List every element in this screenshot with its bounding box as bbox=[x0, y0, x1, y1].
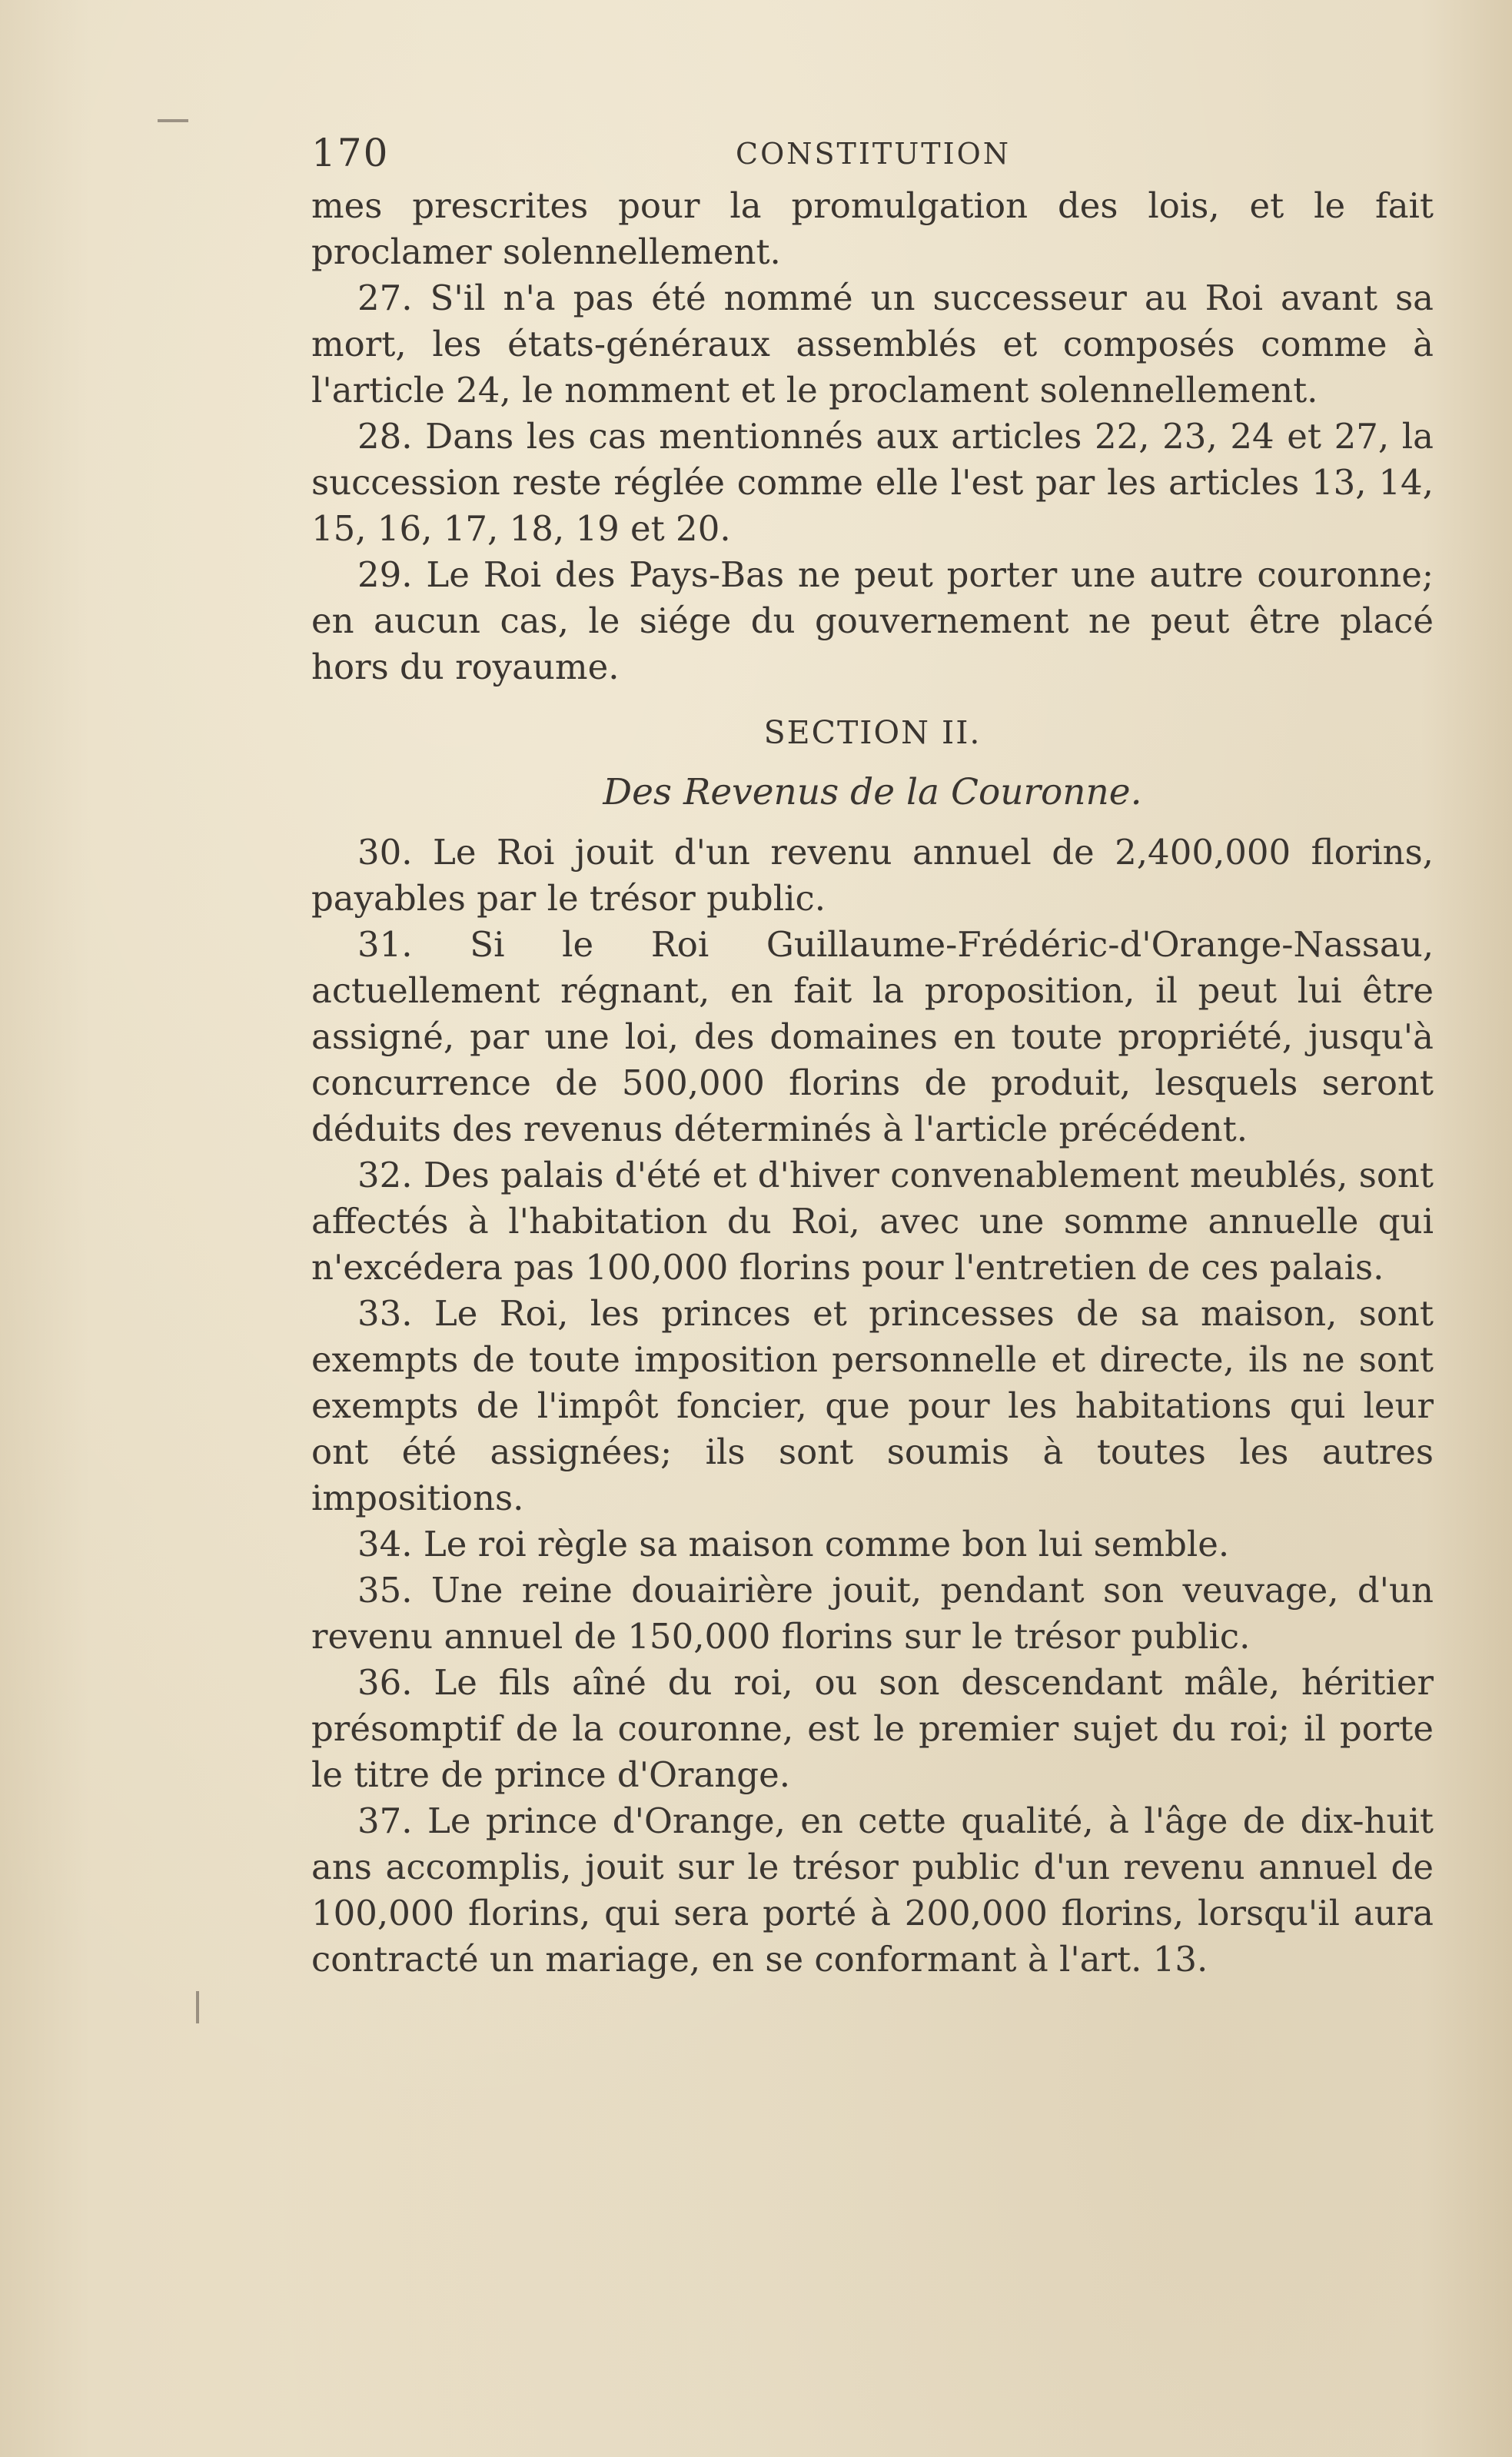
paragraph: mes prescrites pour la promulgation des lois, et le fait proclamer solennellement. bbox=[311, 185, 1434, 272]
paragraph: 30. Le Roi jouit d'un revenu annuel de 2,400,000 florins, payables par le trésor public. bbox=[311, 832, 1434, 919]
margin-mark bbox=[196, 1991, 199, 2023]
paragraph: 35. Une reine douairière jouit, pendant son veuvage, d'un revenu annuel de 150,000 florins sur le trésor public. bbox=[311, 1570, 1434, 1657]
paragraph: 31. Si le Roi Guillaume-Frédéric-d'Orange-Nassau, actuellement régnant, en fait la proposition, il peut lui être assigné, par une loi, des domaines en toute propriété, jusqu'à concurrence de 500,000 florins de produit, lesquels seront déduits des revenus déterminés à l'article précédent. bbox=[311, 924, 1434, 1149]
paragraphs-before-section bbox=[311, 183, 1434, 690]
paragraph: 37. Le prince d'Orange, en cette qualité, à l'âge de dix-huit ans accomplis, jouit sur le trésor public d'un revenu annuel de 100,000 florins, qui sera porté à 200,000 florins, lorsqu'il aura contracté un mariage, en se conformant à l'art. 13. bbox=[311, 1800, 1434, 1980]
paragraph: 32. Des palais d'été et d'hiver convenablement meublés, sont affectés à l'habitation du Roi, avec une somme annuelle qui n'excédera pas 100,000 florins pour l'entretien de ces palais. bbox=[311, 1155, 1434, 1288]
paragraph: 29. Le Roi des Pays-Bas ne peut porter une autre couronne; en aucun cas, le siége du gouvernement ne peut être placé hors du royaume. bbox=[311, 554, 1434, 687]
margin-mark bbox=[158, 119, 188, 122]
section-subtitle: Des Revenus de la Couronne. bbox=[603, 771, 1142, 813]
paragraph: 36. Le fils aîné du roi, ou son descendant mâle, héritier présomptif de la couronne, est le premier sujet du roi; il porte le titre de prince d'Orange. bbox=[311, 1662, 1434, 1795]
paragraph: 34. Le roi règle sa maison comme bon lui semble. bbox=[357, 1524, 1230, 1564]
paragraph: 33. Le Roi, les princes et princesses de sa maison, sont exempts de toute imposition personnelle et directe, ils ne sont exempts de l'impôt foncier, que pour les habitations qui leur ont été assignées; ils sont soumis à toutes les autres impositions. bbox=[311, 1293, 1434, 1518]
paragraph: 27. S'il n'a pas été nommé un successeur au Roi avant sa mort, les états-généraux assemblés et composés comme à l'article 24, le nomment et le proclament solennellement. bbox=[311, 278, 1434, 411]
paragraphs-after-section bbox=[311, 830, 1434, 1983]
running-title: CONSTITUTION bbox=[736, 137, 1011, 171]
page-header bbox=[311, 131, 1434, 177]
body-text bbox=[311, 183, 1434, 1983]
page-number: 170 bbox=[311, 131, 390, 175]
paragraph: 28. Dans les cas mentionnés aux articles 22, 23, 24 et 27, la succession reste réglée comme elle l'est par les articles 13, 14, 15, 16, 17, 18, 19 et 20. bbox=[311, 416, 1434, 549]
section-title: SECTION II. bbox=[763, 714, 982, 751]
